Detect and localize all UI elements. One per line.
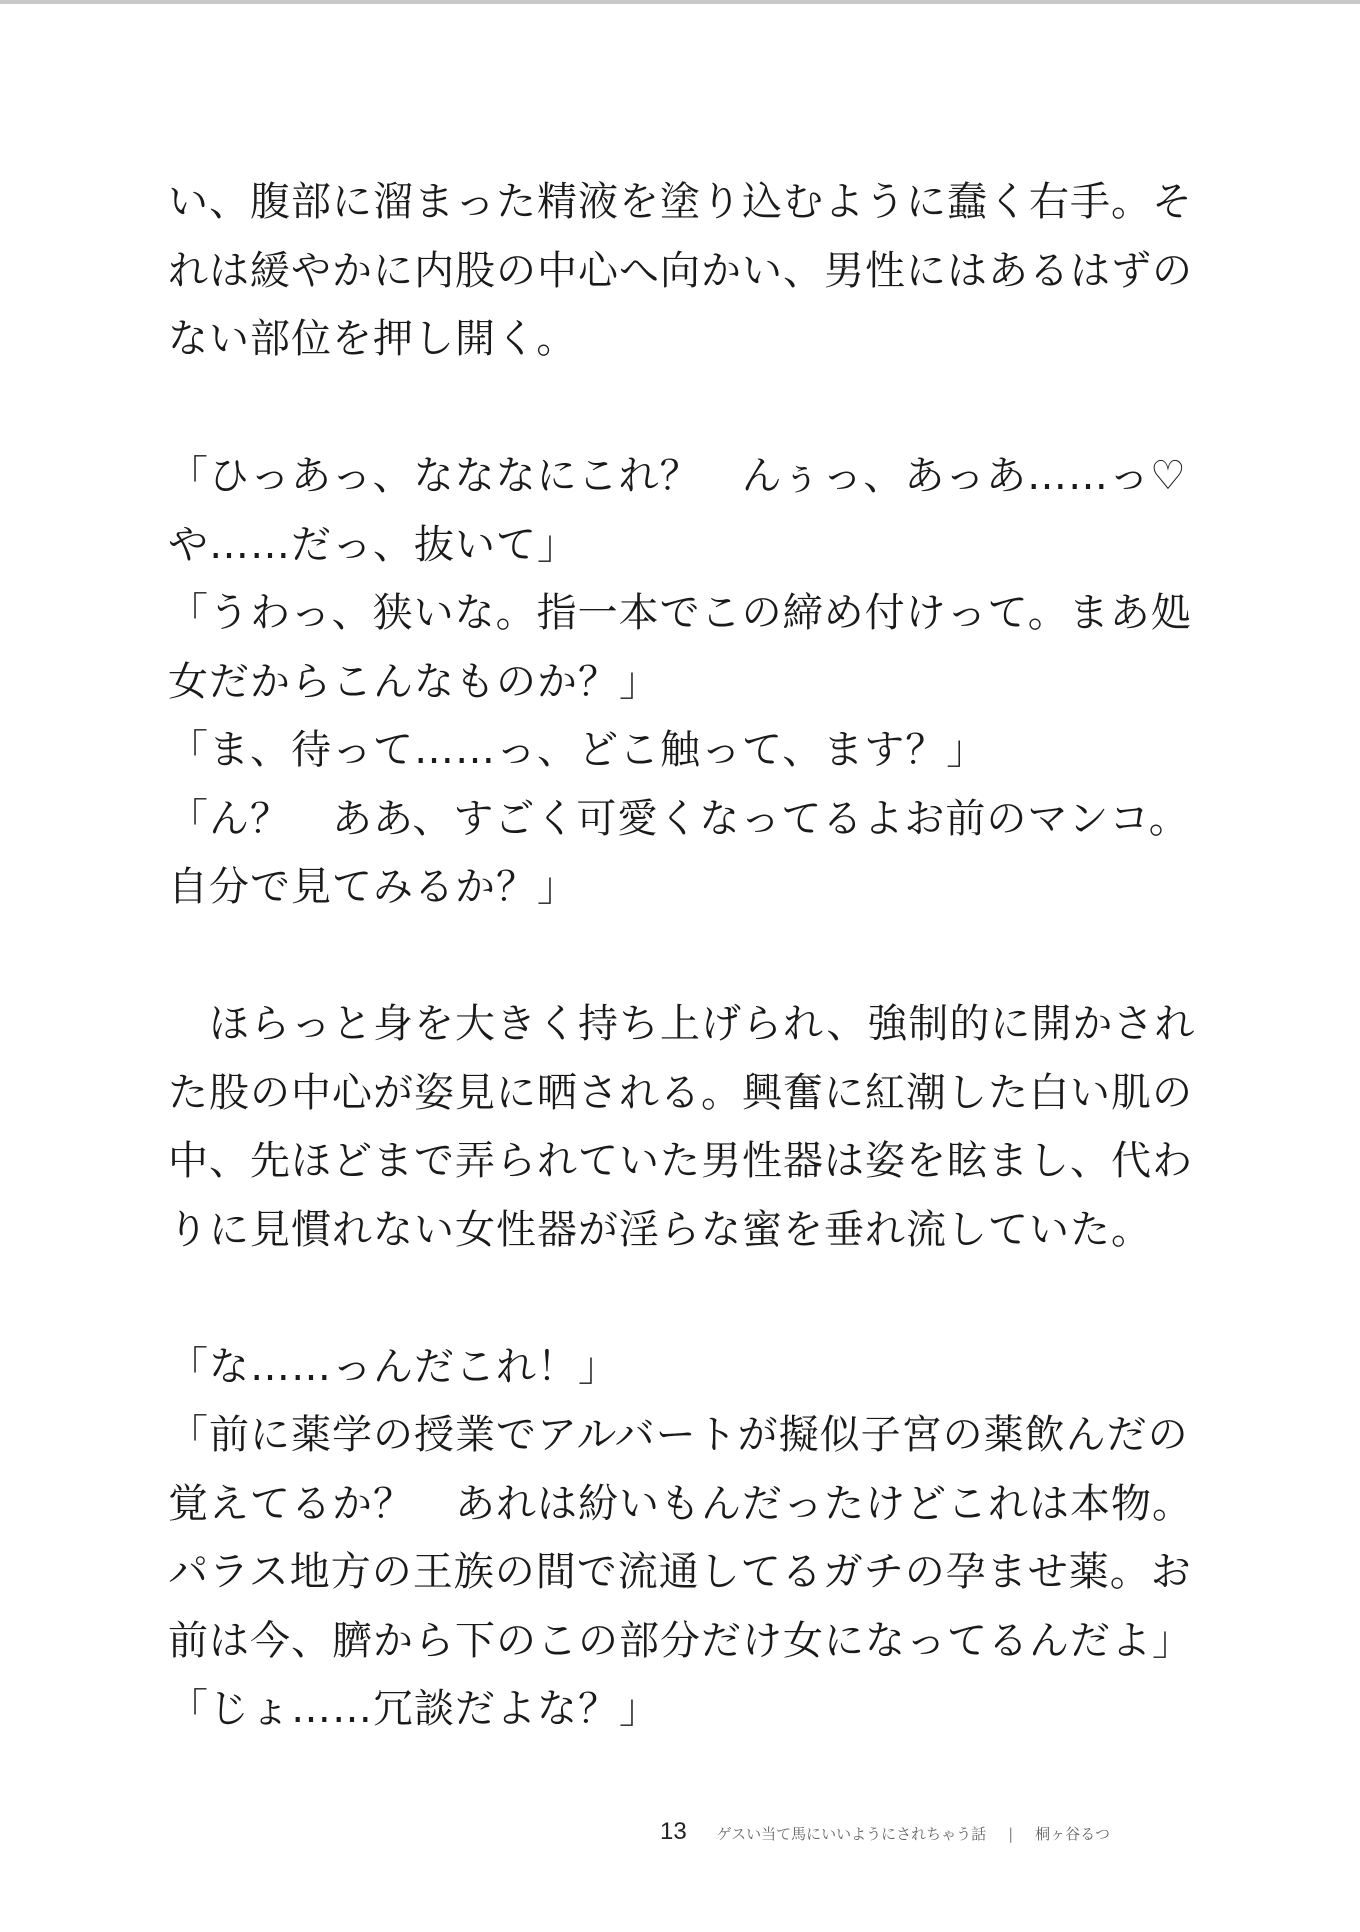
text-line: 「ひっあっ、なななにこれ？ んぅっ、あっあ……っ♡ — [168, 453, 1187, 499]
paragraph-1 — [168, 168, 1208, 374]
text-line: パラス地方の王族の間で流通してるガチの孕ませ薬。お — [168, 1549, 1192, 1595]
text-line: た股の中心が姿見に晒される。興奮に紅潮した白い肌の — [168, 1069, 1193, 1116]
text-line: 覚えてるか？ あれは紛いもんだったけどこれは本物。 — [168, 1480, 1193, 1527]
text-line: りに見慣れない女性器が淫らな蜜を垂れ流していた。 — [168, 1206, 1152, 1253]
paragraph-4 — [168, 1333, 1208, 1744]
paragraph-gap — [168, 1264, 1208, 1333]
text-line: 「ま、待って……っ、どこ触って、ます？」 — [168, 727, 988, 773]
author-name: 桐ヶ谷るつ — [1035, 1825, 1111, 1843]
text-line: 女だからこんなものか？」 — [168, 658, 660, 705]
page-number: 13 — [660, 1818, 687, 1845]
text-line: 「前に薬学の授業でアルバートが擬似子宮の薬飲んだの — [168, 1412, 1189, 1458]
paragraph-gap — [168, 922, 1208, 991]
footer-separator: | — [1008, 1825, 1014, 1843]
text-line: や……だっ、抜いて」 — [168, 521, 578, 568]
body-text — [168, 168, 1208, 1744]
text-line: 「じょ……冗談だよな？」 — [168, 1686, 660, 1732]
paragraph-2 — [168, 442, 1208, 922]
book-title: ゲスい当て馬にいいようにされちゃう話 — [716, 1825, 987, 1843]
text-line: 自分で見てみるか？」 — [168, 864, 578, 910]
text-line: い、腹部に溜まった精液を塗り込むように蠢く右手。そ — [168, 179, 1193, 225]
text-line: ない部位を押し開く。 — [168, 316, 578, 362]
page-footer — [660, 1818, 1200, 1848]
text-line: 前は今、臍から下のこの部分だけ女になってるんだよ」 — [168, 1617, 1193, 1664]
top-border-line — [0, 0, 1360, 4]
text-line: 「ん？ ああ、すごく可愛くなってるよお前のマンコ。 — [168, 795, 1190, 842]
text-line: 「な……っんだこれ！」 — [168, 1343, 619, 1390]
text-line: れは緩やかに内股の中心へ向かい、男性にはあるはずの — [168, 247, 1193, 294]
text-line: 中、先ほどまで弄られていた男性器は姿を眩まし、代わ — [168, 1138, 1193, 1184]
text-line: ほらっと身を大きく持ち上げられ、強制的に開かされ — [168, 1001, 1196, 1047]
paragraph-3 — [168, 990, 1208, 1264]
text-line: 「うわっ、狭いな。指一本でこの締め付けって。まあ処 — [168, 590, 1192, 636]
paragraph-gap — [168, 374, 1208, 443]
